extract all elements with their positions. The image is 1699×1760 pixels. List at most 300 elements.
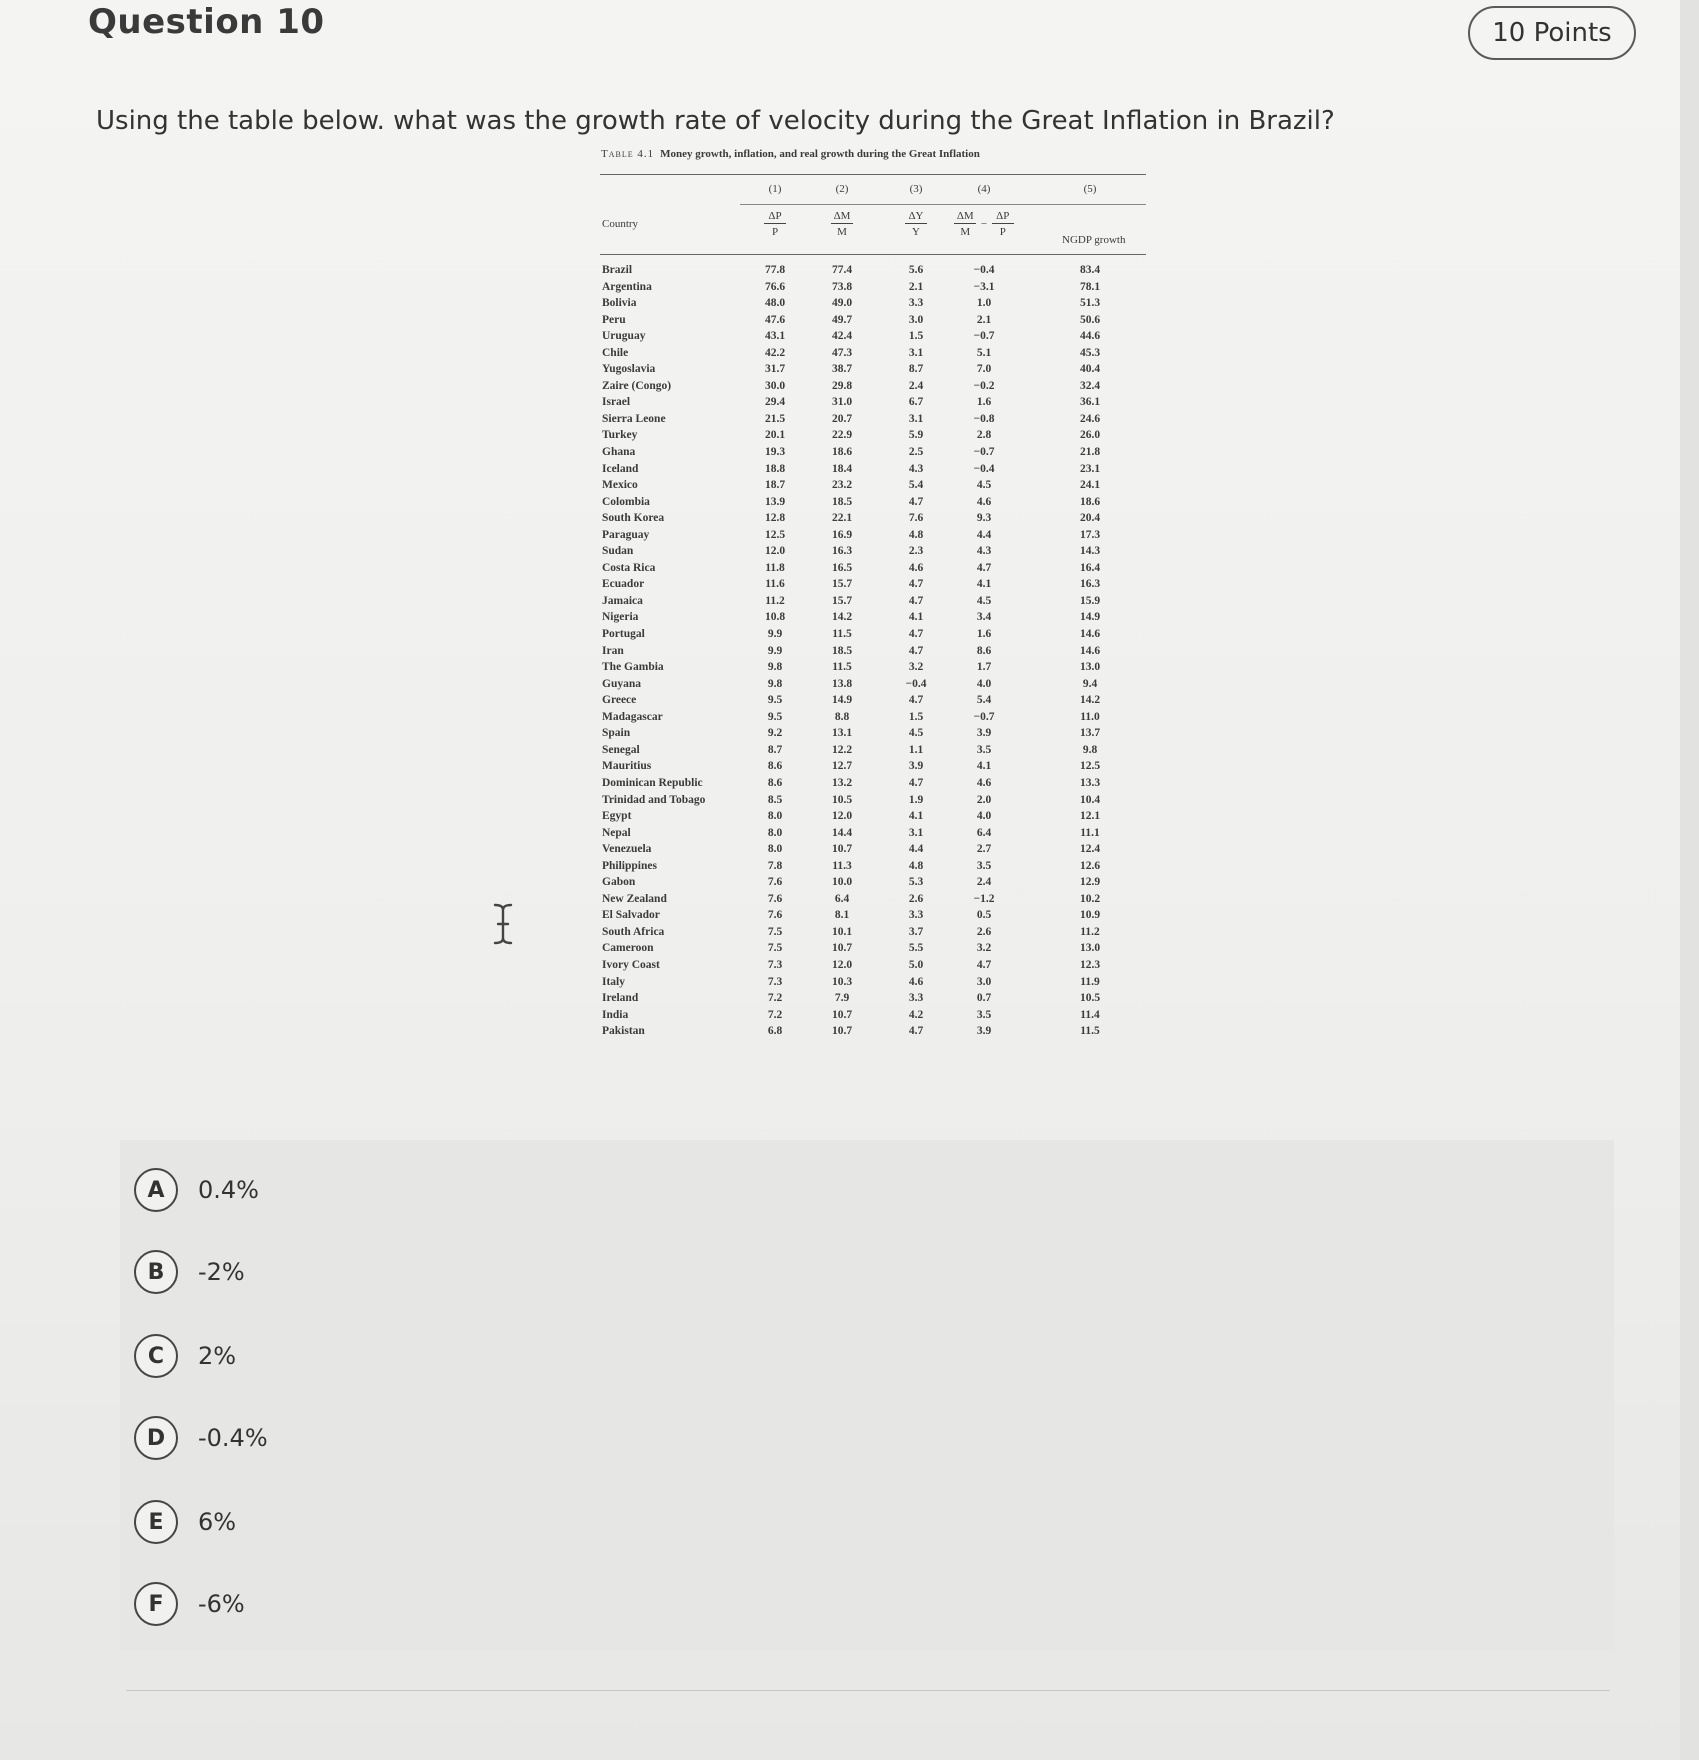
cell-country: Turkey	[602, 429, 638, 442]
table-row	[600, 792, 1148, 809]
cell-ngdp-growth: 10.9	[1079, 909, 1101, 922]
cell-money-growth: 10.3	[831, 975, 853, 988]
cell-inflation: 11.6	[765, 578, 785, 591]
cell-money-growth: 18.5	[831, 644, 853, 657]
cell-real-growth: 4.7	[908, 578, 924, 591]
cell-money-growth: 14.4	[831, 826, 853, 839]
cell-real-growth: 4.5	[908, 727, 924, 740]
table-row	[600, 626, 1148, 643]
cell-inflation: 9.9	[767, 644, 783, 657]
cell-country: Nepal	[602, 826, 631, 839]
cell-inflation: 30.0	[764, 379, 786, 392]
cell-real-growth: 4.8	[908, 859, 924, 872]
cell-real-growth: 4.6	[908, 561, 924, 574]
answer-options-panel	[120, 1140, 1614, 1650]
cell-country: Philippines	[602, 859, 657, 872]
cell-difference: 1.6	[976, 628, 992, 641]
cell-real-growth: 3.1	[908, 346, 924, 359]
cell-inflation: 9.5	[767, 694, 783, 707]
cell-ngdp-growth: 10.2	[1079, 892, 1101, 905]
option-letter: B	[134, 1250, 178, 1294]
cell-money-growth: 7.9	[834, 992, 850, 1005]
cell-country: Pakistan	[602, 1025, 645, 1038]
cell-ngdp-growth: 14.2	[1079, 694, 1101, 707]
cell-difference: 2.6	[976, 925, 992, 938]
cell-money-growth: 10.5	[831, 793, 853, 806]
cell-real-growth: 3.3	[908, 992, 924, 1005]
cell-country: Paraguay	[602, 528, 650, 541]
cell-real-growth: 3.1	[908, 412, 924, 425]
cell-ngdp-growth: 24.1	[1079, 479, 1101, 492]
cell-real-growth: 2.1	[908, 280, 924, 293]
cell-inflation: 8.0	[767, 810, 783, 823]
table-row	[600, 427, 1148, 444]
cell-money-growth: 13.8	[831, 677, 853, 690]
cell-ngdp-growth: 12.3	[1079, 958, 1101, 971]
cell-real-growth: 4.7	[908, 495, 924, 508]
cell-inflation: 7.3	[767, 958, 783, 971]
cell-ngdp-growth: 10.4	[1079, 793, 1101, 806]
column-numbers	[600, 183, 1148, 199]
money-growth-header	[812, 210, 872, 238]
cell-country: Dominican Republic	[602, 776, 703, 789]
cell-real-growth: 3.9	[908, 760, 924, 773]
cell-difference: −0.4	[973, 462, 995, 475]
cell-real-growth: 2.5	[908, 446, 924, 459]
cell-money-growth: 38.7	[831, 363, 853, 376]
cell-inflation: 8.6	[767, 760, 783, 773]
cell-real-growth: 5.9	[908, 429, 924, 442]
cell-ngdp-growth: 24.6	[1079, 412, 1101, 425]
cell-ngdp-growth: 40.4	[1079, 363, 1101, 376]
cell-money-growth: 11.3	[832, 859, 852, 872]
table-row	[600, 361, 1148, 378]
cell-inflation: 47.6	[764, 313, 786, 326]
table-row	[600, 924, 1148, 941]
cell-real-growth: 4.8	[908, 528, 924, 541]
inflation-header	[745, 210, 805, 238]
option-letter: C	[134, 1334, 178, 1378]
cell-money-growth: 8.1	[834, 909, 850, 922]
col-number-2: (2)	[835, 183, 849, 195]
cell-country: Iceland	[602, 462, 639, 475]
cell-inflation: 9.8	[767, 677, 783, 690]
cell-real-growth: 5.0	[908, 958, 924, 971]
cell-money-growth: 49.0	[831, 297, 853, 310]
table-row	[600, 974, 1148, 991]
difference-header-m-den: M	[960, 226, 971, 238]
answer-option-e[interactable]	[134, 1496, 1534, 1548]
cell-real-growth: 2.4	[908, 379, 924, 392]
table-row	[600, 494, 1148, 511]
cell-ngdp-growth: 44.6	[1079, 330, 1101, 343]
cell-ngdp-growth: 26.0	[1079, 429, 1101, 442]
cell-inflation: 6.8	[767, 1025, 783, 1038]
cell-money-growth: 10.7	[831, 843, 853, 856]
answer-option-a[interactable]	[134, 1164, 1534, 1216]
cell-difference: −0.8	[973, 412, 995, 425]
table-row	[600, 543, 1148, 560]
option-text: 6%	[198, 1508, 237, 1536]
cell-country: Brazil	[602, 264, 633, 276]
cell-real-growth: 4.1	[908, 810, 924, 823]
cell-country: Mauritius	[602, 760, 652, 773]
cell-real-growth: 3.0	[908, 313, 924, 326]
cell-real-growth: 4.7	[908, 694, 924, 707]
cell-difference: 1.0	[976, 297, 992, 310]
cell-inflation: 21.5	[764, 412, 786, 425]
cell-money-growth: 20.7	[831, 412, 853, 425]
cell-money-growth: 23.2	[831, 479, 853, 492]
answer-option-d[interactable]	[134, 1412, 1534, 1464]
cell-inflation: 31.7	[764, 363, 786, 376]
table-body	[600, 262, 1148, 1040]
cell-inflation: 76.6	[764, 280, 786, 293]
cell-ngdp-growth: 13.7	[1079, 727, 1101, 740]
cell-inflation: 7.6	[767, 876, 783, 889]
cell-difference: 4.7	[976, 561, 992, 574]
cell-inflation: 12.8	[764, 512, 786, 525]
cell-difference: 3.4	[976, 611, 992, 624]
cell-ngdp-growth: 51.3	[1079, 297, 1101, 310]
cell-ngdp-growth: 50.6	[1079, 313, 1101, 326]
table-row	[600, 477, 1148, 494]
cell-real-growth: 3.7	[908, 925, 924, 938]
cell-inflation: 77.8	[764, 264, 786, 276]
cell-inflation: 29.4	[764, 396, 786, 409]
cell-difference: 5.4	[976, 694, 992, 707]
cell-real-growth: 3.1	[908, 826, 924, 839]
cell-real-growth: 3.2	[908, 661, 924, 674]
cell-money-growth: 77.4	[831, 264, 853, 276]
table-row	[600, 874, 1148, 891]
cell-ngdp-growth: 14.9	[1079, 611, 1101, 624]
cell-real-growth: 5.6	[908, 264, 924, 276]
cell-real-growth: 5.5	[908, 942, 924, 955]
table-row	[600, 560, 1148, 577]
answer-option-f[interactable]	[134, 1578, 1534, 1630]
cell-difference: −0.7	[973, 446, 995, 459]
cell-money-growth: 8.8	[834, 710, 850, 723]
cell-country: Ireland	[602, 992, 639, 1005]
cell-real-growth: 4.7	[908, 594, 924, 607]
cell-money-growth: 15.7	[831, 578, 853, 591]
cell-inflation: 12.0	[764, 545, 786, 558]
cell-inflation: 7.5	[767, 942, 783, 955]
cell-inflation: 7.2	[767, 1008, 783, 1021]
ngdp-header: NGDP growth	[1062, 234, 1126, 246]
difference-minus: −	[980, 218, 988, 230]
cell-difference: 4.0	[976, 677, 992, 690]
table-top-rule	[600, 174, 1146, 175]
cell-difference: −0.2	[973, 379, 995, 392]
cell-ngdp-growth: 36.1	[1079, 396, 1101, 409]
table-row	[600, 576, 1148, 593]
cell-real-growth: 4.7	[908, 776, 924, 789]
country-header: Country	[602, 218, 639, 230]
cell-inflation: 43.1	[764, 330, 786, 343]
cell-real-growth: 4.6	[908, 975, 924, 988]
table-row	[600, 957, 1148, 974]
cell-country: Senegal	[602, 743, 640, 756]
cell-difference: 4.4	[976, 528, 992, 541]
cell-difference: 5.1	[976, 346, 992, 359]
table-row	[600, 858, 1148, 875]
cell-real-growth: 3.3	[908, 909, 924, 922]
header-bottom-rule	[600, 254, 1146, 255]
cell-inflation: 11.8	[765, 561, 785, 574]
cell-inflation: 7.3	[767, 975, 783, 988]
inflation-header-num: ΔP	[764, 210, 786, 224]
cell-difference: 4.6	[976, 495, 992, 508]
cell-country: South Korea	[602, 512, 665, 525]
cell-real-growth: 1.1	[908, 743, 924, 756]
cell-ngdp-growth: 14.3	[1079, 545, 1101, 558]
cell-real-growth: 4.7	[908, 1025, 924, 1038]
cell-ngdp-growth: 32.4	[1079, 379, 1101, 392]
cell-money-growth: 31.0	[831, 396, 853, 409]
option-text: 2%	[198, 1342, 237, 1370]
cell-ngdp-growth: 10.5	[1079, 992, 1101, 1005]
cell-country: Gabon	[602, 876, 636, 889]
cell-ngdp-growth: 11.2	[1080, 925, 1100, 938]
cell-inflation: 18.8	[764, 462, 786, 475]
table-row	[600, 444, 1148, 461]
table-row	[600, 692, 1148, 709]
table-row	[600, 262, 1148, 279]
cell-inflation: 11.2	[765, 594, 785, 607]
cell-inflation: 9.2	[767, 727, 783, 740]
cell-money-growth: 16.9	[831, 528, 853, 541]
cell-country: Italy	[602, 975, 625, 988]
cell-country: Venezuela	[602, 843, 652, 856]
col-number-3: (3)	[909, 183, 923, 195]
cell-ngdp-growth: 14.6	[1079, 628, 1101, 641]
cell-country: Uruguay	[602, 330, 646, 343]
money-growth-header-num: ΔM	[831, 210, 853, 224]
cell-real-growth: 3.3	[908, 297, 924, 310]
option-letter: E	[134, 1500, 178, 1544]
cell-difference: 2.8	[976, 429, 992, 442]
cell-money-growth: 29.8	[831, 379, 853, 392]
table-row	[600, 808, 1148, 825]
cell-country: South Africa	[602, 925, 665, 938]
cell-money-growth: 14.2	[831, 611, 853, 624]
col-number-5: (5)	[1083, 183, 1097, 195]
cell-money-growth: 10.7	[831, 942, 853, 955]
cell-real-growth: 5.3	[908, 876, 924, 889]
cell-inflation: 13.9	[764, 495, 786, 508]
col-number-4: (4)	[977, 183, 991, 195]
cell-ngdp-growth: 13.0	[1079, 942, 1101, 955]
cell-money-growth: 47.3	[831, 346, 853, 359]
table-row	[600, 461, 1148, 478]
cell-money-growth: 18.4	[831, 462, 853, 475]
difference-header-m-num: ΔM	[954, 210, 976, 224]
table-row	[600, 510, 1148, 527]
cell-inflation: 12.5	[764, 528, 786, 541]
table-row	[600, 676, 1148, 693]
cell-country: Iran	[602, 644, 624, 657]
cell-money-growth: 15.7	[831, 594, 853, 607]
cell-country: Chile	[602, 346, 629, 359]
difference-header	[939, 210, 1029, 238]
difference-header-p-den: P	[999, 226, 1006, 238]
cell-difference: 4.3	[976, 545, 992, 558]
cell-inflation: 8.7	[767, 743, 783, 756]
table-row	[600, 378, 1148, 395]
cell-country: Guyana	[602, 677, 641, 690]
cell-money-growth: 16.5	[831, 561, 853, 574]
cell-country: Israel	[602, 396, 631, 409]
option-text: -6%	[198, 1590, 245, 1618]
cell-ngdp-growth: 83.4	[1079, 264, 1101, 276]
cell-difference: 1.7	[976, 661, 992, 674]
table-row	[600, 891, 1148, 908]
cell-ngdp-growth: 11.5	[1080, 1025, 1100, 1038]
cell-difference: 4.1	[976, 578, 992, 591]
cell-money-growth: 10.0	[831, 876, 853, 889]
cell-difference: −1.2	[973, 892, 995, 905]
table-row	[600, 709, 1148, 726]
answer-option-c[interactable]	[134, 1330, 1534, 1382]
cell-ngdp-growth: 15.9	[1079, 594, 1101, 607]
cell-country: Mexico	[602, 479, 638, 492]
money-growth-header-den: M	[837, 226, 847, 238]
table-caption	[601, 148, 1148, 160]
cell-money-growth: 22.9	[831, 429, 853, 442]
cell-money-growth: 49.7	[831, 313, 853, 326]
cell-real-growth: 1.5	[908, 330, 924, 343]
cell-country: Sierra Leone	[602, 412, 666, 425]
cell-money-growth: 12.0	[831, 958, 853, 971]
cell-ngdp-growth: 11.0	[1080, 710, 1100, 723]
cell-country: Argentina	[602, 280, 652, 293]
cell-country: Greece	[602, 694, 637, 707]
real-growth-header-num: ΔY	[905, 210, 927, 224]
cell-ngdp-growth: 16.3	[1079, 578, 1101, 591]
cell-difference: 2.7	[976, 843, 992, 856]
column-headers	[600, 210, 1148, 254]
cell-inflation: 18.7	[764, 479, 786, 492]
cell-inflation: 10.8	[764, 611, 786, 624]
option-text: 0.4%	[198, 1176, 259, 1204]
cell-country: Costa Rica	[602, 561, 656, 574]
table-row	[600, 279, 1148, 296]
table-row	[600, 1023, 1148, 1040]
cell-real-growth: 2.6	[908, 892, 924, 905]
real-growth-header-den: Y	[912, 226, 920, 238]
question-title: Question 10	[88, 2, 325, 42]
cell-difference: 9.3	[976, 512, 992, 525]
cell-inflation: 9.9	[767, 628, 783, 641]
cell-difference: 2.4	[976, 876, 992, 889]
footer-divider	[126, 1690, 1610, 1691]
cell-money-growth: 10.1	[831, 925, 853, 938]
table-row	[600, 825, 1148, 842]
cell-difference: 6.4	[976, 826, 992, 839]
cell-difference: −3.1	[973, 280, 995, 293]
cell-money-growth: 11.5	[832, 628, 852, 641]
cell-ngdp-growth: 17.3	[1079, 528, 1101, 541]
cell-country: Ecuador	[602, 578, 645, 591]
cell-difference: 3.2	[976, 942, 992, 955]
cell-ngdp-growth: 16.4	[1079, 561, 1101, 574]
cell-inflation: 42.2	[764, 346, 786, 359]
cell-difference: 4.0	[976, 810, 992, 823]
points-badge: 10 Points	[1468, 6, 1636, 60]
cell-real-growth: 2.3	[908, 545, 924, 558]
table-row	[600, 411, 1148, 428]
cell-inflation: 20.1	[764, 429, 786, 442]
cell-difference: 7.0	[976, 363, 992, 376]
table-row	[600, 990, 1148, 1007]
cell-money-growth: 10.7	[831, 1025, 853, 1038]
table-row	[600, 593, 1148, 610]
cell-inflation: 19.3	[764, 446, 786, 459]
cell-country: Egypt	[602, 810, 632, 823]
cell-country: Zaire (Congo)	[602, 379, 672, 392]
table-row	[600, 643, 1148, 660]
cell-country: Colombia	[602, 495, 650, 508]
cell-money-growth: 14.9	[831, 694, 853, 707]
cell-money-growth: 12.7	[831, 760, 853, 773]
cell-difference: 3.9	[976, 1025, 992, 1038]
cell-inflation: 7.6	[767, 892, 783, 905]
cell-country: Portugal	[602, 628, 645, 641]
cell-inflation: 8.0	[767, 843, 783, 856]
cell-money-growth: 11.5	[832, 661, 852, 674]
cell-ngdp-growth: 78.1	[1079, 280, 1101, 293]
cell-difference: 4.5	[976, 479, 992, 492]
answer-option-b[interactable]	[134, 1246, 1534, 1298]
cell-inflation: 8.5	[767, 793, 783, 806]
table-row	[600, 394, 1148, 411]
column-number-rule	[740, 204, 1146, 205]
cell-money-growth: 13.2	[831, 776, 853, 789]
table-row	[600, 742, 1148, 759]
cell-money-growth: 12.0	[831, 810, 853, 823]
cell-money-growth: 6.4	[834, 892, 850, 905]
table-row	[600, 841, 1148, 858]
cell-difference: 4.6	[976, 776, 992, 789]
cell-ngdp-growth: 11.1	[1080, 826, 1100, 839]
cell-difference: 0.7	[976, 992, 992, 1005]
cell-country: Spain	[602, 727, 631, 740]
cell-ngdp-growth: 14.6	[1079, 644, 1101, 657]
table-number: Table 4.1	[601, 148, 655, 160]
cell-difference: 4.1	[976, 760, 992, 773]
cell-ngdp-growth: 9.4	[1082, 677, 1098, 690]
real-growth-header	[886, 210, 946, 238]
cell-ngdp-growth: 13.0	[1079, 661, 1101, 674]
col-number-1: (1)	[768, 183, 782, 195]
option-letter: F	[134, 1582, 178, 1626]
cell-difference: −0.7	[973, 330, 995, 343]
cell-difference: 0.5	[976, 909, 992, 922]
cell-real-growth: 5.4	[908, 479, 924, 492]
cell-real-growth: 4.1	[908, 611, 924, 624]
cell-real-growth: 4.7	[908, 628, 924, 641]
table-row	[600, 775, 1148, 792]
option-text: -2%	[198, 1258, 245, 1286]
cell-money-growth: 42.4	[831, 330, 853, 343]
cell-money-growth: 22.1	[831, 512, 853, 525]
cell-ngdp-growth: 45.3	[1079, 346, 1101, 359]
table-row	[600, 907, 1148, 924]
table-row	[600, 527, 1148, 544]
difference-header-p-num: ΔP	[992, 210, 1014, 224]
